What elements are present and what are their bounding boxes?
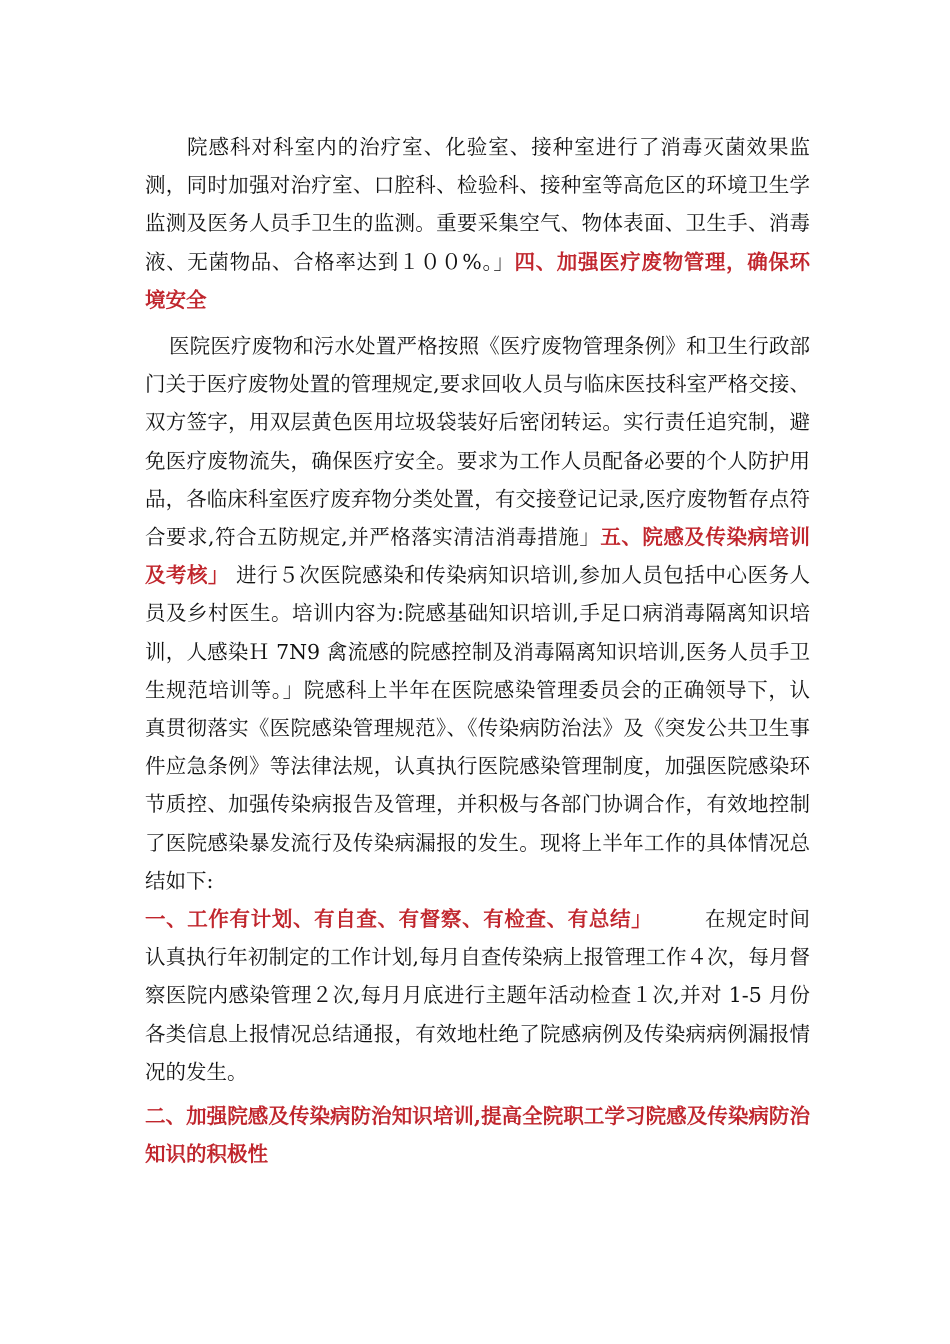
paragraph-medical-waste (145, 327, 810, 900)
paragraph-text-training: 进行５次医院感染和传染病知识培训,参加人员包括中心医务人员及乡村医生。培训内容为:院感基础知识培训,手足口病消毒隔离知识培训，人感染Ｈ 7N9 禽流感的院感控制及消毒隔离知识培训,医务人员手卫生规范培训等。」院感科上半年在医院感染管理委员会的正确领导下，认真贯彻落实《医院感染管理规范》、《传染病防治法》及《突发公共卫生事件应急条例》等法律法规，认真执行医院感染管理制度，加强医院感染环节质控、加强传染病报告及管理，并积极与各部门协调合作，有效地控制了医院感染暴发流行及传染病漏报的发生。现将上半年工作的具体情况总结如下: (145, 563, 811, 893)
paragraph-training-heading (145, 1097, 810, 1173)
paragraph-text: 院感科对科室内的治疗室、化验室、接种室进行了消毒灭菌效果监测，同时加强对治疗室、口腔科、检验科、接种室等高危区的环境卫生学监测及医务人员手卫生的监测。重要采集空气、物体表面、卫生手、消毒液、无菌物品、合格率达到１００%。」 (145, 135, 810, 274)
paragraph-text: 在规定时间认真执行年初制定的工作计划,每月自查传染病上报管理工作４次，每月督察医院内感染管理２次,每月月底进行主题年活动检查１次,并对 1-5 月份各类信息上报情况总结通报，有效地杜绝了院感病例及传染病病例漏报情况的发生。 (145, 907, 811, 1084)
paragraph-text: 医院医疗废物和污水处置严格按照《医疗废物管理条例》和卫生行政部门关于医疗废物处置的管理规定,要求回收人员与临床医技科室严格交接、双方签字，用双层黄色医用垃圾袋装好后密闭转运。实行责任追究制，避免医疗废物流失，确保医疗安全。要求为工作人员配备必要的个人防护用品，各临床科室医疗废弃物分类处置，有交接登记记录,医疗废物暂存点符合要求,符合五防规定,并严格落实清洁消毒措施」 (145, 334, 810, 550)
paragraph-work-plan (145, 900, 810, 1091)
section-heading-knowledge-training: 二、加强院感及传染病防治知识培训,提高全院职工学习院感及传染病防治知识的积极性 (145, 1104, 810, 1167)
section-heading-training: 五、院感及传染病培训及考核」 (145, 525, 810, 588)
section-heading-medical-waste: 四、加强医疗废物管理，确保环境安全 (145, 249, 810, 312)
paragraph-disinfection-monitoring (145, 128, 810, 319)
document-page (145, 128, 810, 1173)
section-heading-work-plan: 一、工作有计划、有自查、有督察、有检查、有总结」 (145, 907, 653, 932)
